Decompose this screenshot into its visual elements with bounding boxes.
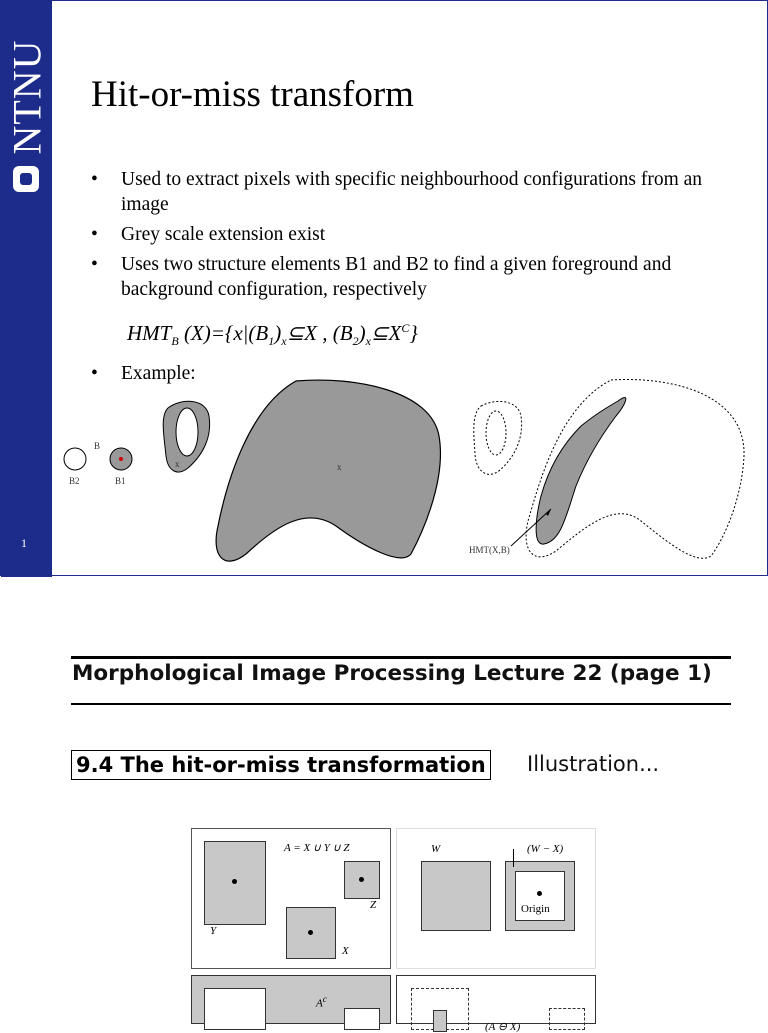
label-z: Z (370, 899, 377, 911)
label-x: X (342, 945, 349, 957)
slide-title: Hit-or-miss transform (91, 74, 414, 115)
panel-erosion (396, 975, 596, 1033)
label-hmt: HMT(X,B) (469, 545, 510, 555)
document-title: Morphological Image Processing Lecture 22 (page 1) (72, 661, 712, 686)
panel-set-w (396, 828, 596, 969)
panel-set-a (191, 828, 391, 969)
panel-complement (191, 975, 391, 1024)
header-rule-bottom (71, 703, 731, 705)
label-b1: B1 (115, 476, 126, 486)
example-bullet: • Example: (91, 363, 196, 385)
label-w: W (431, 843, 441, 855)
bullet-item: • Used to extract pixels with specific neighbourhood configurations from an image (91, 167, 741, 217)
label-y: Y (210, 925, 217, 937)
section-note: Illustration... (527, 752, 660, 776)
slide-number: 1 (21, 536, 27, 550)
label-w-minus-x: (W − X) (527, 843, 564, 855)
bullet-list (91, 167, 741, 307)
label-x-large: x (337, 462, 342, 472)
hmt-result-shape (536, 397, 626, 544)
label-b2: B2 (69, 476, 80, 486)
hmt-formula: $HMT_B$ $(X)=\{x|(B_1)_x⊆X$ , $(B_2)_x⊆X^C$} (127, 321, 418, 349)
bullet-item: • Grey scale extension exist (91, 222, 741, 247)
header-rule-top (71, 656, 731, 659)
label-ac: $A^c$ (316, 994, 327, 1010)
label-a-erode: (A ⊖ X) (485, 1021, 521, 1033)
bullet-item: • Uses two structure elements B1 and B2 to find a given foreground and background configuration, respectively (91, 252, 741, 302)
label-x-small: x (175, 459, 180, 469)
label-b: B (94, 441, 101, 451)
sidebar-band (1, 1, 52, 577)
b2-element (64, 448, 86, 470)
large-shape (216, 380, 440, 561)
label-origin: Origin (521, 903, 550, 915)
hmt-example-figure (56, 376, 756, 571)
label-a-def: A = X ∪ Y ∪ Z (284, 842, 350, 854)
ntnu-logo-icon (13, 166, 39, 192)
section-heading: 9.4 The hit-or-miss transformation (71, 750, 491, 780)
ntnu-logo-text: NTNU (4, 39, 50, 155)
